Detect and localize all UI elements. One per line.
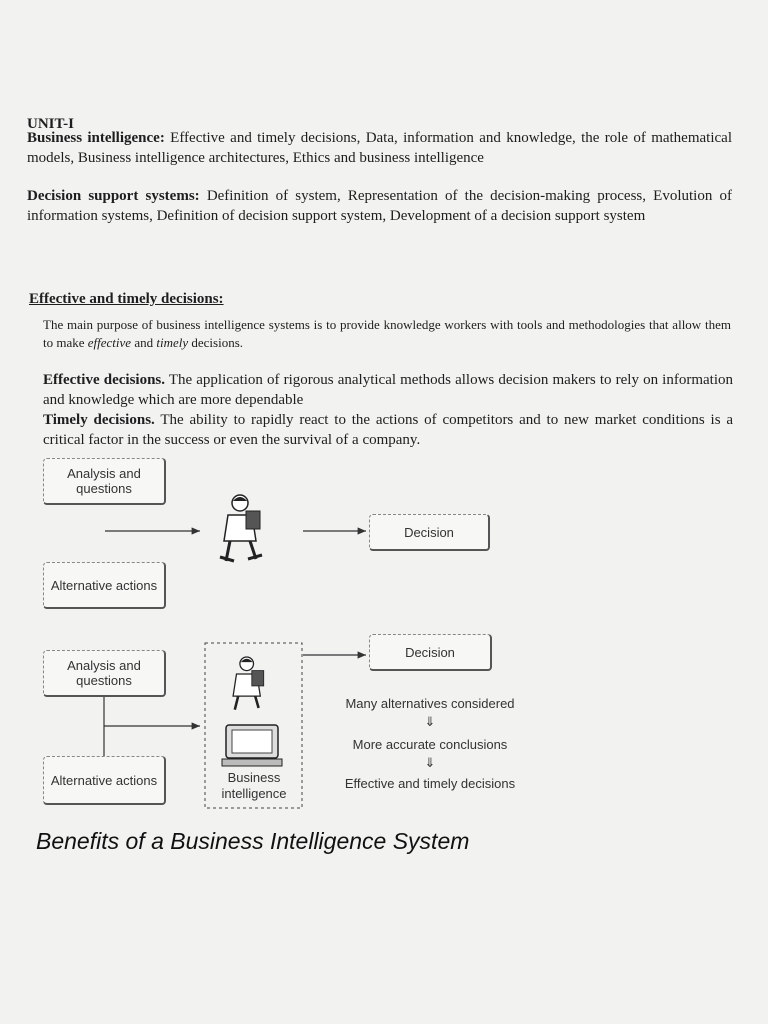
- benefit-line-3: Effective and timely decisions: [344, 776, 516, 791]
- benefit-arrow-1: ⇓: [424, 714, 436, 729]
- section-heading: Effective and timely decisions:: [29, 291, 224, 307]
- bi-label: Business intelligence: [221, 770, 287, 801]
- benefit-line-1: Many alternatives considered: [345, 696, 515, 711]
- benefit-arrow-2: ⇓: [424, 755, 436, 770]
- computer-icon: [222, 725, 282, 766]
- alternative-actions-box: Alternative actions: [43, 756, 166, 805]
- unit-title: UNIT-I: [27, 116, 74, 132]
- intro-and: and: [131, 335, 157, 350]
- effective-text: The application of rigorous analytical methods allows decision makers to rely on information and knowledge which are more dependable: [43, 372, 733, 408]
- bi-diagram: [0, 450, 768, 830]
- decision-box: Decision: [369, 634, 492, 671]
- effective-label: Effective decisions.: [43, 372, 165, 388]
- person-figure-icon: [220, 495, 262, 561]
- definitions: [43, 370, 733, 450]
- dss-label: Decision support systems:: [27, 188, 200, 204]
- timely-text: The ability to rapidly react to the actions of competitors and to new market conditions is a critical factor in the success or even the survival of a company.: [43, 412, 734, 448]
- alternative-actions-box: Alternative actions: [43, 562, 166, 609]
- bi-label: Business intelligence:: [27, 130, 165, 146]
- dss-text: Definition of system, Representation of the decision-making process, Evolution of information systems, Definition of decision support system, Development of a decision support system: [27, 188, 732, 224]
- intro-text: The main purpose of business intelligence systems is to provide knowledge workers with tools and methodologies that allow them to make: [43, 317, 731, 350]
- timely-label: Timely decisions.: [43, 412, 155, 428]
- analysis-questions-box: Analysis and questions: [43, 458, 166, 505]
- analysis-questions-box: Analysis and questions: [43, 650, 166, 697]
- benefit-line-2: More accurate conclusions: [352, 737, 508, 752]
- person-figure-icon: [233, 657, 264, 710]
- intro-paragraph: [43, 316, 731, 352]
- intro-effective: effective: [87, 335, 132, 350]
- decision-box: Decision: [369, 514, 490, 551]
- intro-timely: timely: [156, 335, 189, 350]
- bi-text: Effective and timely decisions, Data, information and knowledge, the role of mathematical models, Business intelligence architectures, Ethics and business intelligence: [27, 130, 732, 166]
- dss-syllabus-paragraph: [27, 186, 732, 226]
- bi-syllabus-paragraph: [27, 128, 732, 168]
- intro-end: decisions.: [188, 335, 244, 350]
- figure-caption: Benefits of a Business Intelligence System: [36, 828, 470, 854]
